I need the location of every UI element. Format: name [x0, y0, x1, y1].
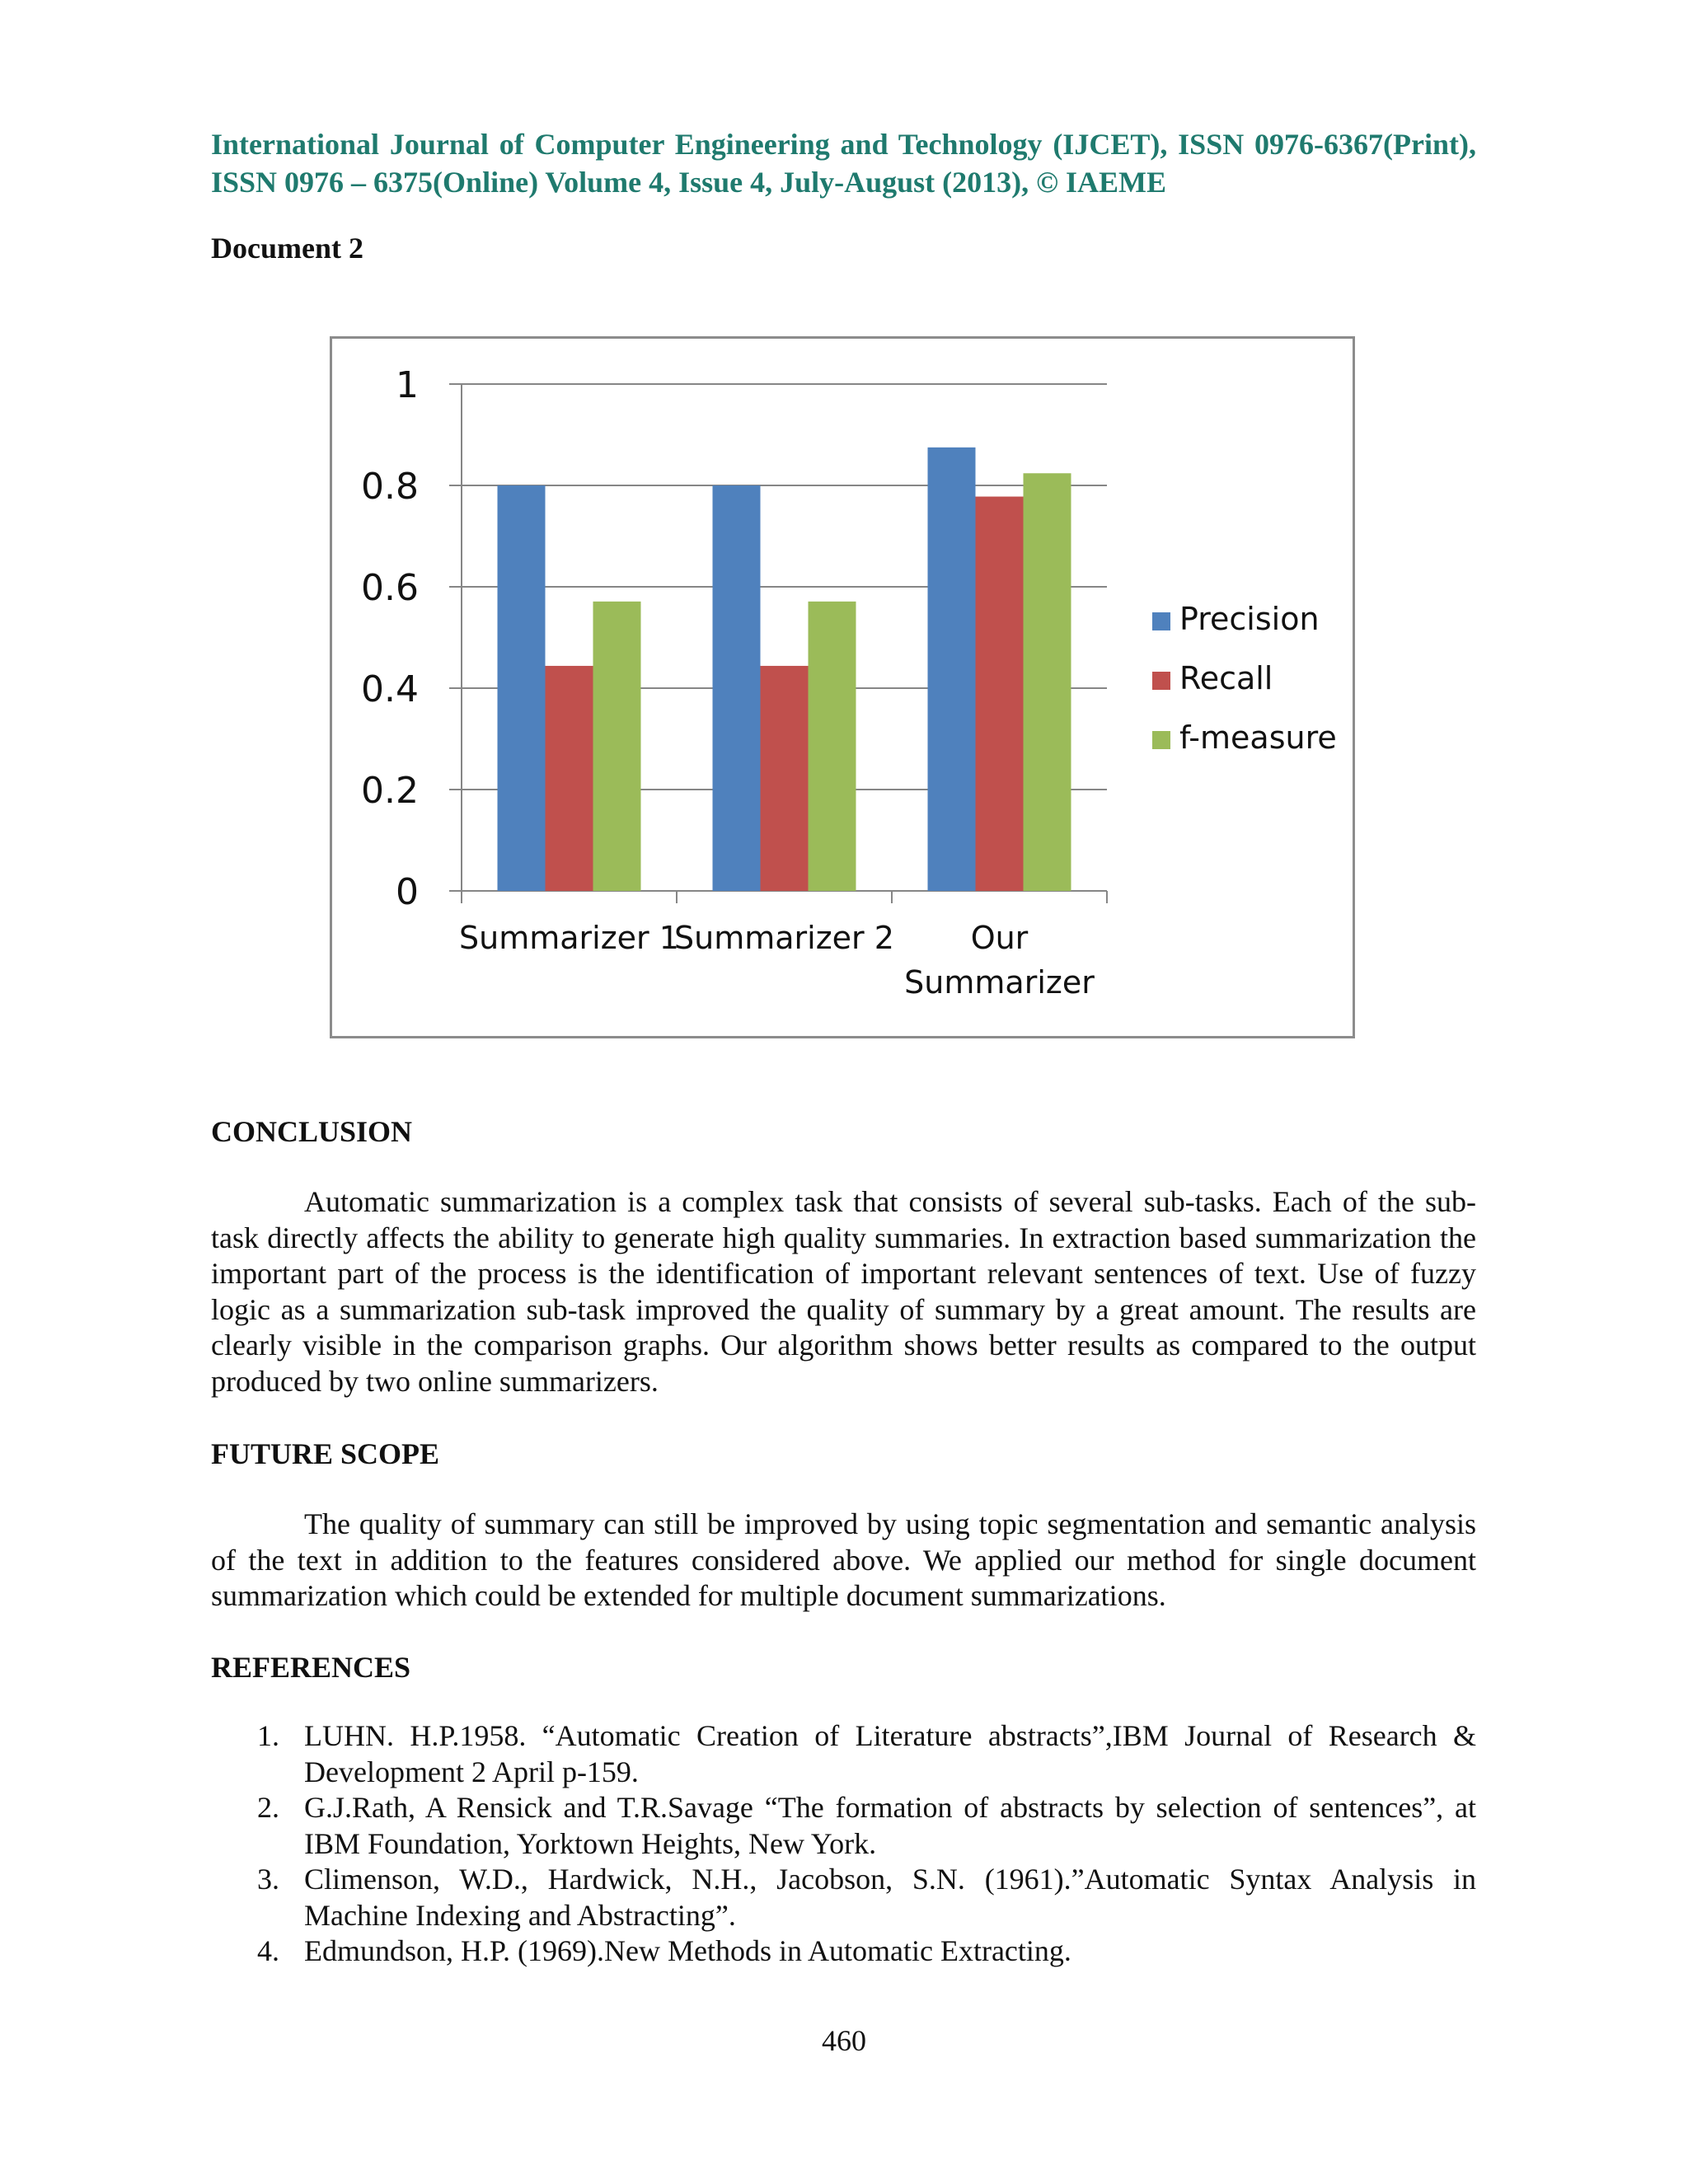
x-category-label: Summarizer 2: [674, 920, 894, 956]
bar-recall: [761, 666, 809, 891]
document-label: Document 2: [211, 232, 363, 265]
bar-f-measure: [809, 602, 856, 891]
future-scope-heading: FUTURE SCOPE: [211, 1437, 440, 1470]
reference-number: 1.: [257, 1719, 279, 1752]
bar-recall: [546, 666, 593, 891]
bar-recall: [976, 497, 1024, 891]
page-number: 460: [822, 2024, 866, 2057]
y-tick-label: 0.8: [361, 466, 419, 508]
reference-item: [211, 1933, 1476, 1970]
bar-precision: [713, 485, 761, 891]
future-scope-paragraph: The quality of summary can still be improved by using topic segmentation and semantic analysis of the text in addition to the features considered above. We applied our method for single document summarization which could be extended for multiple document summarizations.: [211, 1507, 1476, 1612]
reference-item: [211, 1718, 1476, 1790]
bar-chart: [330, 336, 1355, 1038]
references-heading: REFERENCES: [211, 1651, 411, 1684]
reference-item: [211, 1862, 1476, 1933]
reference-text: LUHN. H.P.1958. “Automatic Creation of Literature abstracts”,IBM Journal of Research & Development 2 April p-159.: [304, 1719, 1476, 1788]
legend-label: f-measure: [1179, 719, 1337, 756]
x-category-label: Summarizer: [904, 964, 1095, 1001]
y-tick-label: 1: [396, 364, 419, 406]
bar-f-measure: [593, 602, 641, 891]
reference-item: [211, 1790, 1476, 1862]
legend-swatch: [1152, 612, 1170, 630]
y-tick-label: 0: [396, 871, 419, 913]
conclusion-heading: CONCLUSION: [211, 1115, 413, 1148]
legend-swatch: [1152, 672, 1170, 690]
references-list: [211, 1718, 1476, 1970]
y-tick-label: 0.2: [361, 770, 419, 812]
bar-f-measure: [1024, 473, 1071, 891]
journal-header: International Journal of Computer Engineering and Technology (IJCET), ISSN 0976-6367(Print), ISSN 0976 – 6375(Online) Volume 4, Issue 4, July-August (2013), © IAEME: [211, 128, 1476, 199]
legend-swatch: [1152, 731, 1170, 749]
bar-precision: [928, 448, 976, 891]
legend-label: Recall: [1179, 660, 1273, 696]
reference-text: Climenson, W.D., Hardwick, N.H., Jacobson, S.N. (1961).”Automatic Syntax Analysis in Machine Indexing and Abstracting”.: [304, 1863, 1476, 1932]
legend-label: Precision: [1179, 601, 1320, 637]
bar-precision: [498, 485, 546, 891]
conclusion-paragraph: Automatic summarization is a complex task that consists of several sub-tasks. Each of the sub-task directly affects the ability to generate high quality summaries. In extraction based summarization the important part of the process is the identification of important relevant sentences of text. Use of fuzzy logic as a summarization sub-task improved the quality of summary by a great amount. The results are clearly visible in the comparison graphs. Our algorithm shows better results as compared to the output produced by two online summarizers.: [211, 1185, 1476, 1398]
reference-number: 3.: [257, 1863, 279, 1896]
x-category-label: Summarizer 1: [459, 920, 679, 956]
reference-number: 4.: [257, 1934, 279, 1967]
x-category-label: Our: [970, 920, 1029, 956]
reference-text: Edmundson, H.P. (1969).New Methods in Automatic Extracting.: [304, 1934, 1071, 1967]
reference-text: G.J.Rath, A Rensick and T.R.Savage “The formation of abstracts by selection of sentences”, at IBM Foundation, Yorktown Heights, New York.: [304, 1791, 1476, 1860]
y-tick-label: 0.4: [361, 668, 419, 710]
y-tick-label: 0.6: [361, 567, 419, 609]
reference-number: 2.: [257, 1791, 279, 1824]
chart-svg: [332, 339, 1353, 1036]
